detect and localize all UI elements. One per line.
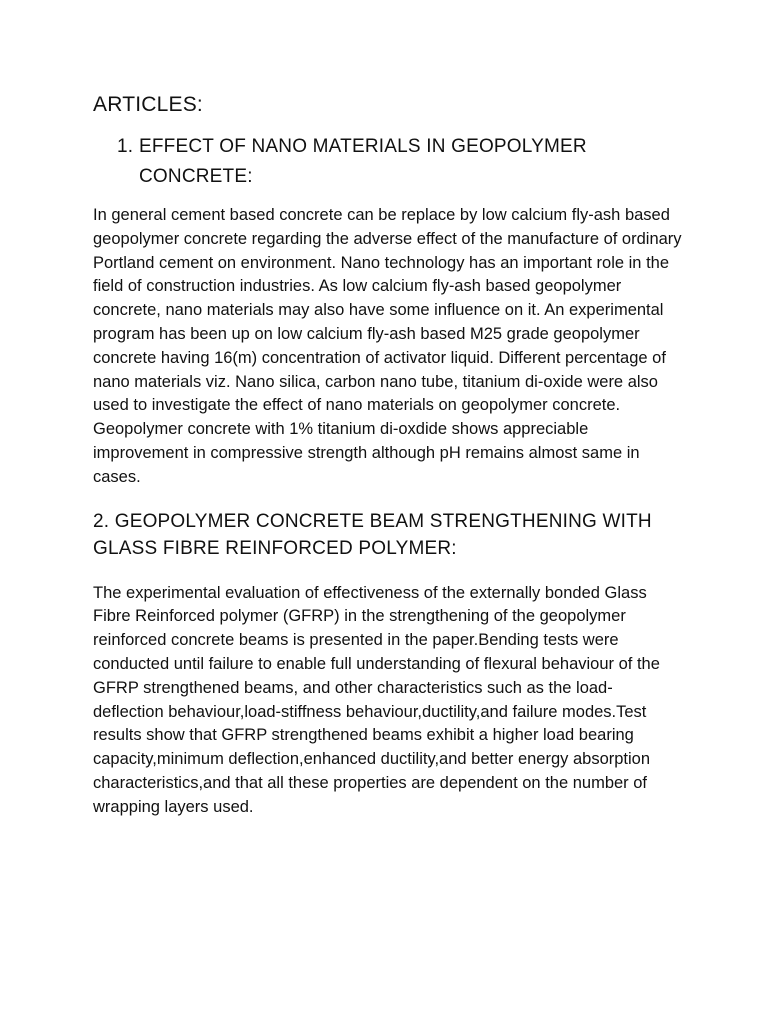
page-heading: ARTICLES:	[93, 93, 203, 116]
document-content	[93, 90, 683, 836]
article-2-body: The experimental evaluation of effectiveness of the externally bonded Glass Fibre Reinforced polymer (GFRP) in the strengthening of the geopolymer reinforced concrete beams is presented in the paper.Bending tests were conducted until failure to enable full understanding of flexural behaviour of the GFRP strengthened beams, and other characteristics such as the load-deflection behaviour,load-stiffness behaviour,ductility,and failure modes.Test results show that GFRP strengthened beams exhibit a higher load bearing capacity,minimum deflection,enhanced ductility,and better energy absorption characteristics,and that all these properties are dependent on the number of wrapping layers used.	[93, 583, 660, 816]
article-1-number: 1.	[117, 136, 134, 157]
article-1-heading	[93, 132, 683, 192]
article-1-title: EFFECT OF NANO MATERIALS IN GEOPOLYMER CONCRETE:	[139, 136, 587, 187]
article-1-body: In general cement based concrete can be replace by low calcium fly-ash based geopolymer concrete regarding the adverse effect of the manufacture of ordinary Portland cement on environment. Nano technology has an important role in the field of construction industries. As low calcium fly-ash based geopolymer concrete, nano materials may also have some influence on it. An experimental program has been up on low calcium fly-ash based M25 grade geopolymer concrete having 16(m) concentration of activator liquid. Different percentage of nano materials viz. Nano silica, carbon nano tube, titanium di-oxide were also used to investigate the effect of nano materials on geopolymer concrete. Geopolymer concrete with 1% titanium di-oxdide shows appreciable improvement in compressive strength although pH remains almost same in cases.	[93, 206, 682, 486]
article-2-heading: 2. GEOPOLYMER CONCRETE BEAM STRENGTHENING WITH GLASS FIBRE REINFORCED POLYMER:	[93, 510, 652, 559]
